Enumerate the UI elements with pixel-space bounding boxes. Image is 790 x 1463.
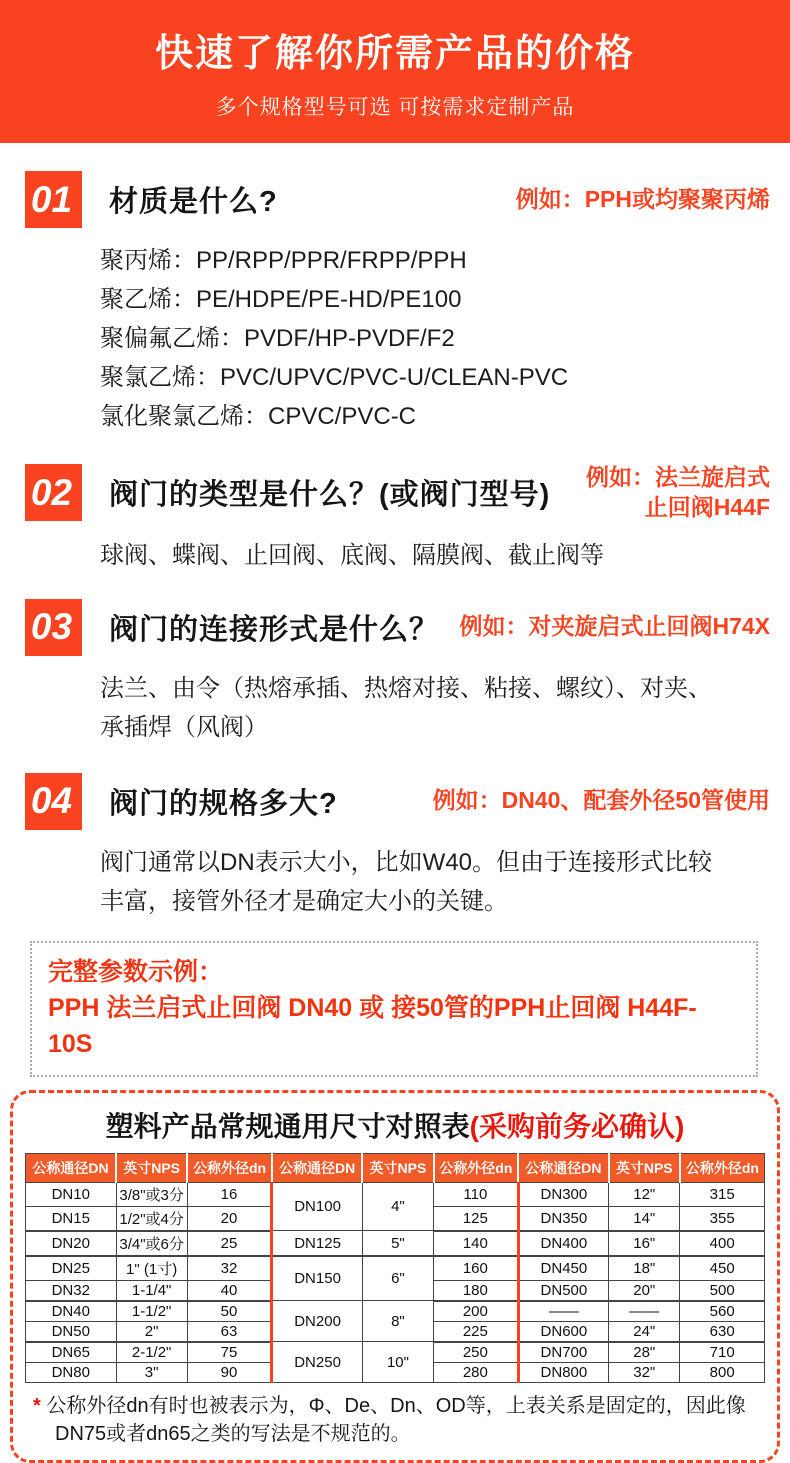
table-cell: 250 — [434, 1342, 519, 1363]
section-valve-type-title: 阀门的类型是什么？(或阀门型号) — [109, 479, 551, 512]
valve-type-line: 球阀、蝶阀、止回阀、底阀、隔膜阀、截止阀等 — [100, 541, 604, 569]
table-cell: 32" — [609, 1362, 680, 1382]
material-line-pvdf: 聚偏氟乙烯：PVDF/HP-PVDF/F2 — [100, 325, 455, 352]
section-connection-header — [25, 599, 770, 656]
size-table-title-warning: (采购前务必确认) — [469, 1110, 685, 1142]
table-cell: 225 — [434, 1321, 519, 1342]
material-line-cpvc: 氯化聚氯乙烯：CPVC/PVC-C — [100, 403, 417, 430]
table-cell: 1/2"或4分 — [116, 1206, 187, 1231]
example-line: 例如：DN40、配套外径50管使用 — [432, 787, 770, 814]
table-cell: 20 — [187, 1206, 272, 1231]
table-cell: 180 — [434, 1280, 519, 1301]
material-line-pp: 聚丙烯：PP/RPP/PPR/FRPP/PPH — [100, 247, 467, 274]
section-valve-type-header — [25, 463, 770, 523]
spec-size-line: 丰富，接管外径才是确定大小的关键。 — [100, 887, 508, 915]
table-row — [26, 1231, 765, 1256]
table-cell: DN100 — [272, 1182, 363, 1231]
table-cell: DN32 — [26, 1280, 117, 1301]
table-cell: 50 — [187, 1301, 272, 1322]
table-cell: 400 — [680, 1231, 765, 1256]
table-cell: 710 — [680, 1342, 765, 1363]
table-cell: 1-1/2" — [116, 1301, 187, 1322]
spec-size-line: 阀门通常以DN表示大小，比如W40。但由于连接形式比较 — [100, 848, 713, 876]
size-comparison-table — [25, 1153, 765, 1383]
table-cell: 450 — [680, 1256, 765, 1281]
table-cell: 4" — [362, 1182, 433, 1231]
example-line: 例如：法兰旋启式 — [586, 464, 770, 490]
table-cell: 125 — [434, 1206, 519, 1231]
table-cell: DN65 — [26, 1342, 117, 1363]
page-subtitle: 多个规格型号可选 可按需求定制产品 — [215, 96, 575, 119]
table-row — [26, 1256, 765, 1281]
param-example-value: PPH 法兰启式止回阀 DN40 或 接50管的PPH止回阀 H44F-10S — [48, 993, 697, 1058]
full-parameter-example-box — [30, 941, 758, 1077]
table-cell: DN20 — [26, 1231, 117, 1256]
table-cell: 160 — [434, 1256, 519, 1281]
table-row — [26, 1342, 765, 1363]
section-material-body — [100, 241, 770, 436]
table-cell: DN200 — [272, 1301, 363, 1342]
table-cell: 24" — [609, 1321, 680, 1342]
table-footnote — [33, 1392, 761, 1448]
table-row — [26, 1182, 765, 1206]
number-badge-04: 04 — [25, 773, 82, 830]
footnote-text: 公称外径dn有时也被表示为，Φ、De、Dn、OD等，上表关系是固定的，因此像DN75或者dn65之类的写法是不规范的。 — [46, 1394, 746, 1445]
header-cell: 公称外径dn — [187, 1153, 272, 1182]
table-cell: —— — [518, 1301, 609, 1322]
table-cell: DN500 — [518, 1280, 609, 1301]
table-cell: 200 — [434, 1301, 519, 1322]
table-cell: 560 — [680, 1301, 765, 1322]
table-cell: 32 — [187, 1256, 272, 1281]
size-table-title — [25, 1105, 765, 1145]
table-cell: DN10 — [26, 1182, 117, 1206]
table-cell: DN400 — [518, 1231, 609, 1256]
header-cell: 公称通径DN — [518, 1153, 609, 1182]
header-cell: 公称外径dn — [434, 1153, 519, 1182]
table-cell: 25 — [187, 1231, 272, 1256]
table-cell: DN25 — [26, 1256, 117, 1281]
table-cell: DN600 — [518, 1321, 609, 1342]
table-row — [26, 1301, 765, 1322]
table-cell: 18" — [609, 1256, 680, 1281]
table-cell: 20" — [609, 1280, 680, 1301]
footnote-asterisk: * — [33, 1394, 41, 1417]
connection-line: 承插焊（风阀） — [100, 713, 268, 741]
table-cell: 355 — [680, 1206, 765, 1231]
table-cell: DN40 — [26, 1301, 117, 1322]
example-line: 例如：PPH或均聚聚丙烯 — [515, 185, 770, 212]
table-cell: 3/4"或6分 — [116, 1231, 187, 1256]
table-cell: —— — [609, 1301, 680, 1322]
header-cell: 英寸NPS — [609, 1153, 680, 1182]
section-material — [25, 171, 770, 436]
header-cell: 公称通径DN — [26, 1153, 117, 1182]
table-cell: DN125 — [272, 1231, 363, 1256]
header-cell: 英寸NPS — [362, 1153, 433, 1182]
table-header-row — [26, 1153, 765, 1182]
table-cell: 12" — [609, 1182, 680, 1206]
section-valve-type — [25, 463, 770, 575]
table-cell: 3/8"或3分 — [116, 1182, 187, 1206]
table-cell: 2" — [116, 1321, 187, 1342]
section-spec-size-example — [433, 786, 770, 816]
table-cell: 3" — [116, 1362, 187, 1382]
size-table-title-main: 塑料产品常规通用尺寸对照表 — [105, 1110, 470, 1142]
section-connection-body — [100, 669, 770, 747]
table-cell: 6" — [362, 1256, 433, 1301]
table-cell: 8" — [362, 1301, 433, 1342]
table-cell: DN700 — [518, 1342, 609, 1363]
size-comparison-box — [10, 1090, 780, 1463]
table-cell: 140 — [434, 1231, 519, 1256]
header-cell: 英寸NPS — [116, 1153, 187, 1182]
material-line-pvc: 聚氯乙烯：PVC/UPVC/PVC-U/CLEAN-PVC — [100, 364, 569, 391]
section-spec-size-title: 阀门的规格多大? — [109, 787, 338, 820]
table-cell: 16" — [609, 1231, 680, 1256]
table-cell: 500 — [680, 1280, 765, 1301]
table-cell: DN80 — [26, 1362, 117, 1382]
table-cell: 90 — [187, 1362, 272, 1382]
table-cell: 630 — [680, 1321, 765, 1342]
section-connection-title: 阀门的连接形式是什么？ — [109, 613, 440, 646]
section-material-example — [516, 185, 770, 215]
section-material-title: 材质是什么? — [109, 186, 278, 218]
table-cell: 5" — [362, 1231, 433, 1256]
header-banner — [0, 0, 790, 143]
table-cell: 2-1/2" — [116, 1342, 187, 1363]
table-cell: 28" — [609, 1342, 680, 1363]
table-cell: 315 — [680, 1182, 765, 1206]
table-cell: 10" — [362, 1342, 433, 1383]
section-valve-type-example — [586, 463, 770, 523]
number-badge-01: 01 — [25, 171, 82, 228]
param-example-label: 完整参数示例： — [48, 957, 224, 986]
example-line: 止回阀H44F — [644, 493, 770, 520]
table-cell: 75 — [187, 1342, 272, 1363]
number-badge-02: 02 — [25, 464, 82, 521]
table-cell: 63 — [187, 1321, 272, 1342]
header-cell: 公称通径DN — [272, 1153, 363, 1182]
table-cell: 110 — [434, 1182, 519, 1206]
table-cell: DN450 — [518, 1256, 609, 1281]
table-cell: 1" (1寸) — [116, 1256, 187, 1281]
page-title: 快速了解你所需产品的价格 — [154, 33, 635, 75]
section-material-header — [25, 171, 770, 228]
table-cell: 280 — [434, 1362, 519, 1382]
section-spec-size — [25, 773, 770, 921]
section-spec-size-header — [25, 773, 770, 830]
section-valve-type-body — [100, 536, 770, 575]
table-cell: 800 — [680, 1362, 765, 1382]
table-cell: DN50 — [26, 1321, 117, 1342]
table-cell: DN15 — [26, 1206, 117, 1231]
connection-line: 法兰、由令（热熔承插、热熔对接、粘接、螺纹）、对夹、 — [100, 674, 712, 702]
section-spec-size-body — [100, 843, 770, 921]
table-cell: 16 — [187, 1182, 272, 1206]
table-cell: 14" — [609, 1206, 680, 1231]
table-cell: 40 — [187, 1280, 272, 1301]
material-line-pe: 聚乙烯：PE/HDPE/PE-HD/PE100 — [100, 286, 462, 313]
table-cell: DN150 — [272, 1256, 363, 1301]
table-cell: DN800 — [518, 1362, 609, 1382]
table-cell: DN300 — [518, 1182, 609, 1206]
section-connection-example — [459, 612, 770, 642]
table-cell: 1-1/4" — [116, 1280, 187, 1301]
table-cell: DN250 — [272, 1342, 363, 1383]
number-badge-03: 03 — [25, 599, 82, 656]
example-line: 例如：对夹旋启式止回阀H74X — [459, 613, 770, 640]
section-connection — [25, 599, 770, 747]
table-cell: DN350 — [518, 1206, 609, 1231]
header-cell: 公称外径dn — [680, 1153, 765, 1182]
